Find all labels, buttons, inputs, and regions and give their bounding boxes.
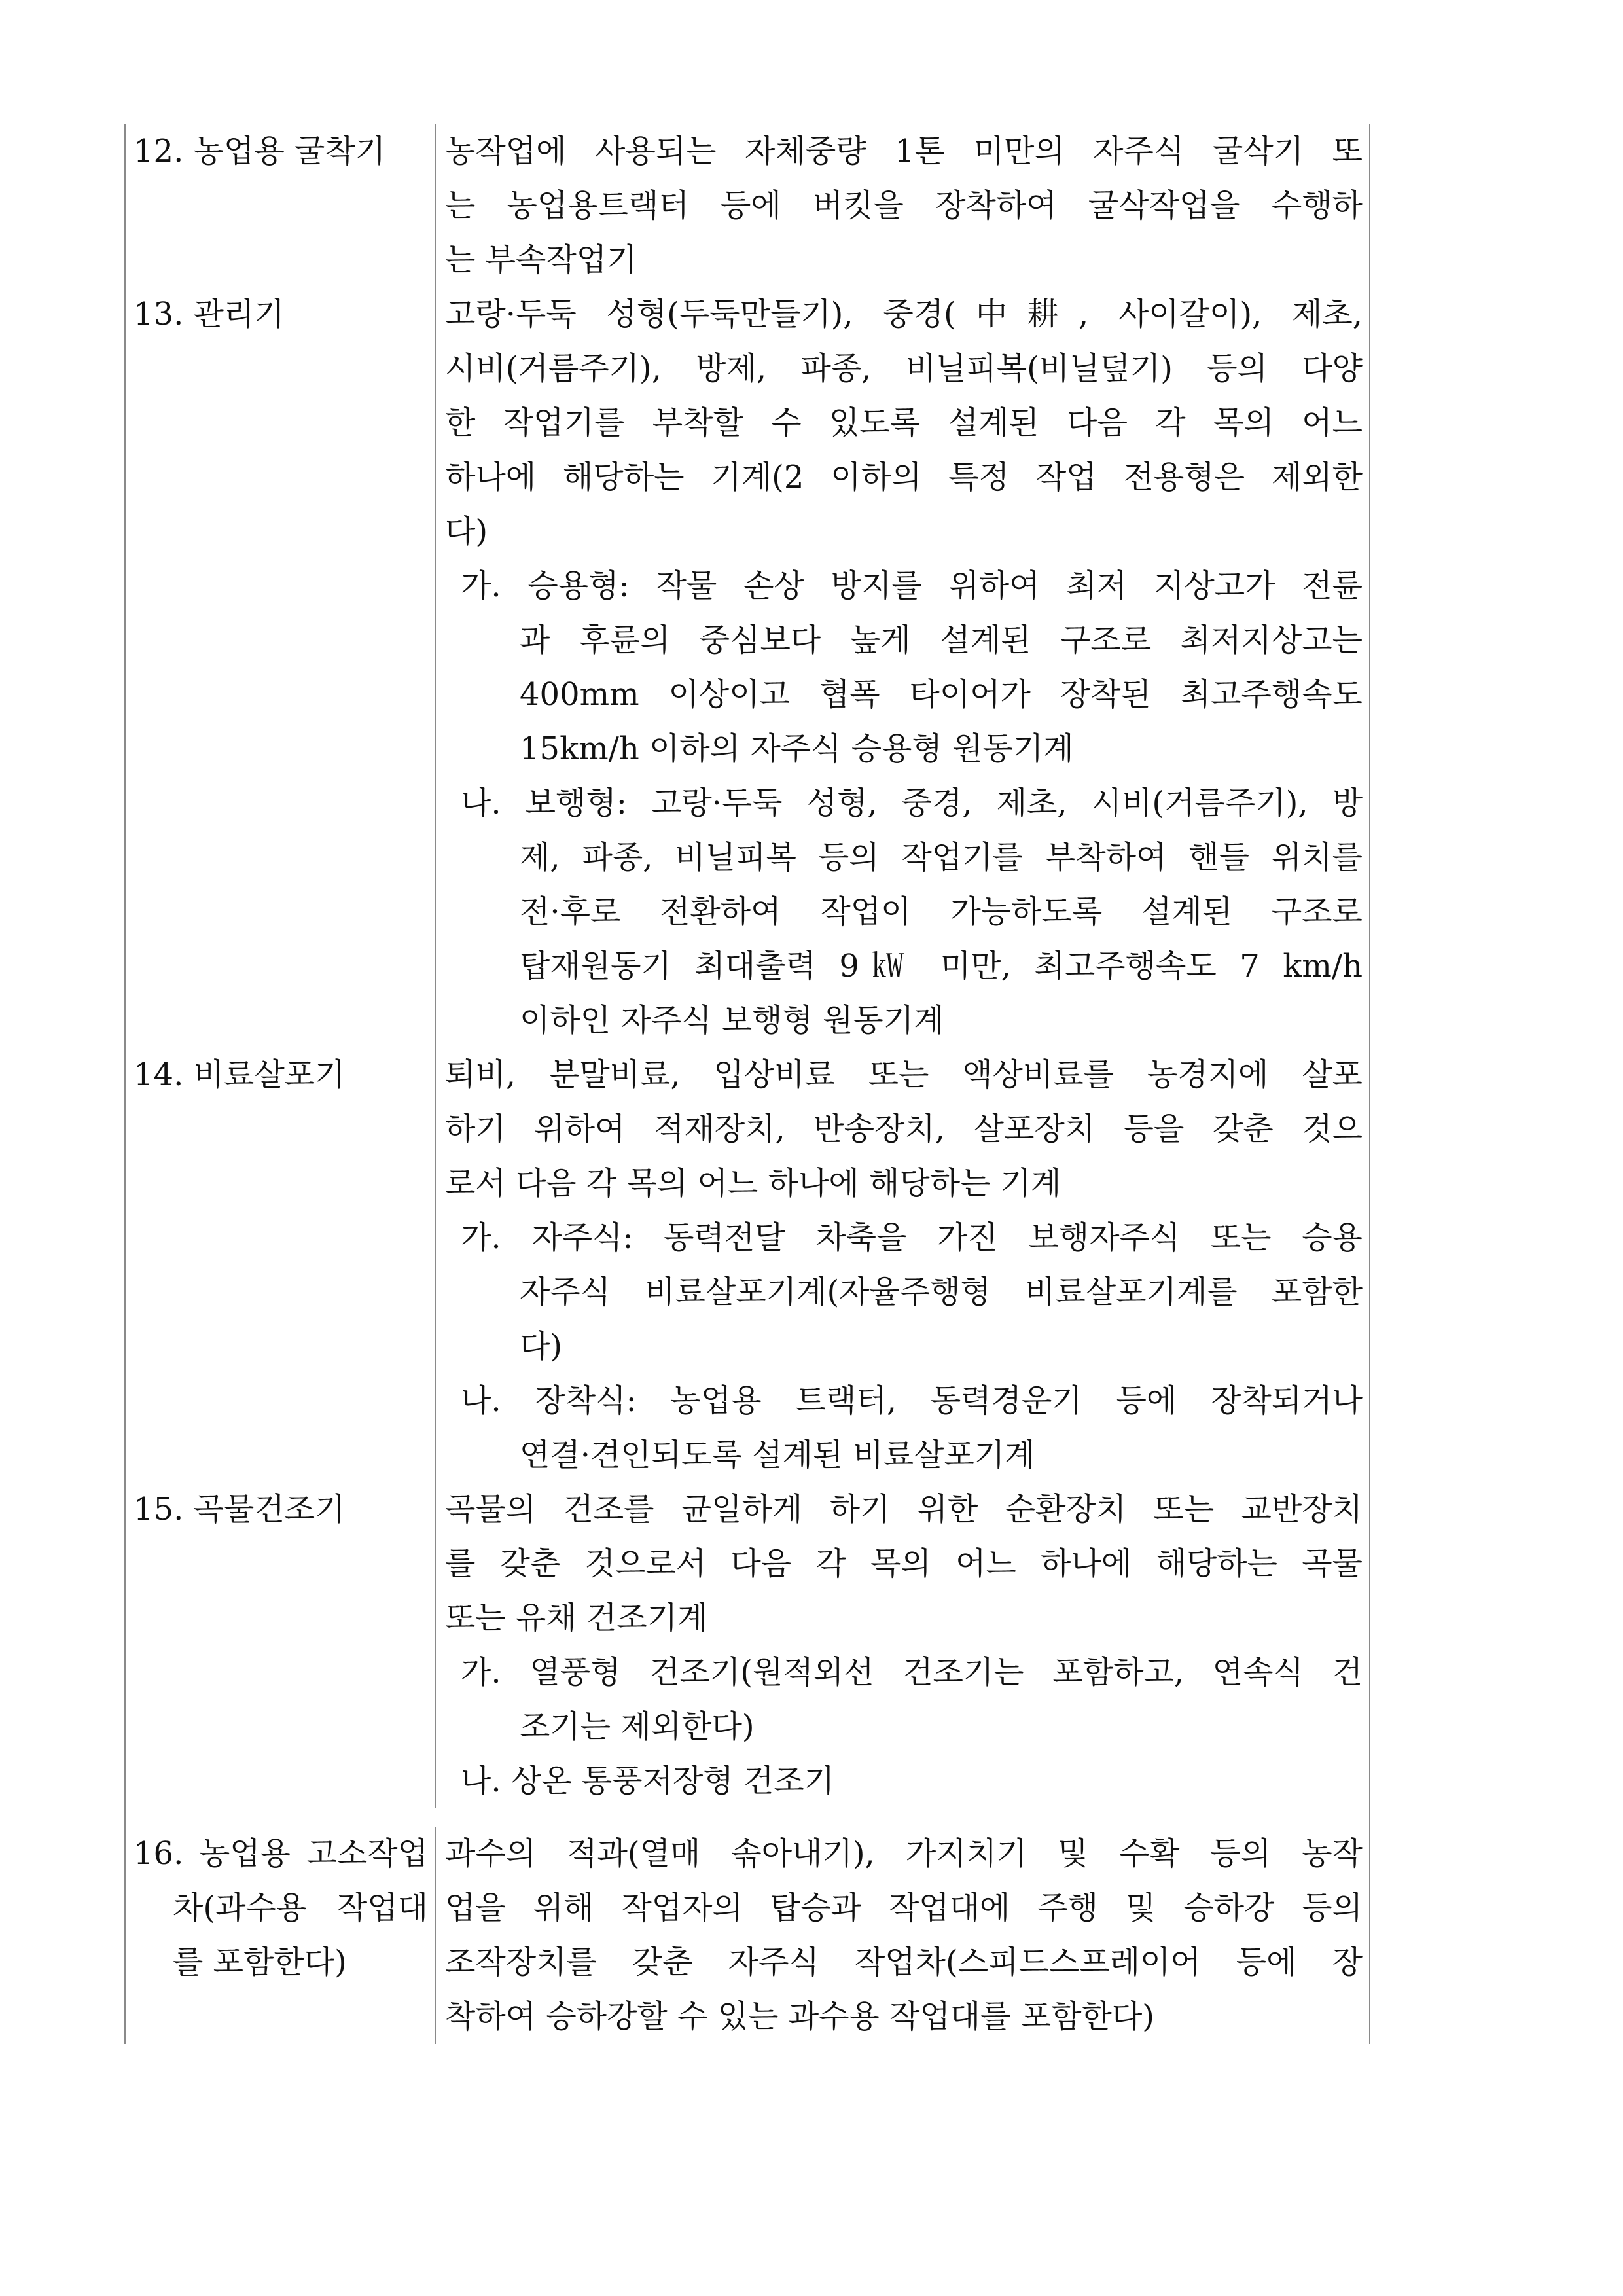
description-line: 착하여 승하강할 수 있는 과수용 작업대를 포함한다) — [445, 1998, 1155, 2035]
description-line: 또는 유채 건조기계 — [445, 1600, 708, 1636]
description-line: 는 농업용트랙터 등에 버킷을 장착하여 굴삭작업을 수행하 — [445, 187, 1363, 224]
term-text: 12. 농업용 굴착기 — [134, 133, 386, 170]
term-text: 16. 농업용 고소작업 — [134, 1835, 428, 1872]
term-text: 13. 관리기 — [134, 296, 285, 332]
table-row — [126, 124, 1369, 287]
sub-item-line: 다) — [520, 1328, 563, 1365]
description-line: 시비(거름주기), 방제, 파종, 비닐피복(비닐덮기) 등의 다양 — [445, 350, 1363, 387]
table-row — [126, 287, 1369, 1048]
sub-item-line: 과 후륜의 중심보다 높게 설계된 구조로 최저지상고는 — [520, 622, 1363, 658]
description-line: 하나에 해당하는 기계(2 이하의 특정 작업 전용형은 제외한 — [445, 459, 1363, 495]
sub-item-line: 나. 장착식: 농업용 트랙터, 동력경운기 등에 장착되거나 — [461, 1382, 1363, 1419]
sub-item-line: 가. 열풍형 건조기(원적외선 건조기는 포함하고, 연속식 건 — [461, 1654, 1363, 1691]
term-cell — [126, 1048, 436, 1482]
description-line: 곡물의 건조를 균일하게 하기 위한 순환장치 또는 교반장치 — [445, 1491, 1363, 1528]
term-cell — [126, 1827, 436, 2044]
term-cell — [126, 287, 436, 1048]
sub-item-line: 15km/h 이하의 자주식 승용형 원동기계 — [520, 730, 1074, 767]
term-cell — [126, 124, 436, 287]
description-line: 고랑·두둑 성형(두둑만들기), 중경(中耕, 사이갈이), 제초, — [445, 296, 1363, 332]
description-cell — [436, 1048, 1369, 1482]
table-row — [126, 1048, 1369, 1482]
sub-item-line: 자주식 비료살포기계(자율주행형 비료살포기계를 포함한 — [520, 1274, 1363, 1310]
table-row — [126, 1827, 1369, 2044]
description-cell — [436, 287, 1369, 1048]
description-line: 를 갖춘 것으로서 다음 각 목의 어느 하나에 해당하는 곡물 — [445, 1545, 1363, 1582]
description-line: 한 작업기를 부착할 수 있도록 설계된 다음 각 목의 어느 — [445, 404, 1363, 441]
description-line: 퇴비, 분말비료, 입상비료 또는 액상비료를 농경지에 살포 — [445, 1056, 1363, 1093]
sub-item-line: 나. 상온 통풍저장형 건조기 — [461, 1763, 835, 1799]
description-line: 업을 위해 작업자의 탑승과 작업대에 주행 및 승하강 등의 — [445, 1890, 1363, 1926]
sub-item-line: 가. 자주식: 동력전달 차축을 가진 보행자주식 또는 승용 — [461, 1219, 1363, 1256]
description-line: 로서 다음 각 목의 어느 하나에 해당하는 기계 — [445, 1165, 1061, 1202]
description-cell — [436, 1482, 1369, 1808]
term-text: 15. 곡물건조기 — [134, 1491, 346, 1528]
sub-item-line: 연결·견인되도록 설계된 비료살포기계 — [520, 1437, 1035, 1473]
description-line: 는 부속작업기 — [445, 242, 637, 278]
description-line: 하기 위하여 적재장치, 반송장치, 살포장치 등을 갖춘 것으 — [445, 1111, 1363, 1147]
description-cell — [436, 124, 1369, 287]
sub-item-line: 400mm 이상이고 협폭 타이어가 장착된 최고주행속도 — [520, 676, 1363, 713]
term-cell — [126, 1482, 436, 1808]
sub-item-line: 나. 보행형: 고랑·두둑 성형, 중경, 제초, 시비(거름주기), 방 — [461, 785, 1363, 821]
sub-item-line: 조기는 제외한다) — [520, 1708, 755, 1745]
sub-item-line: 전·후로 전환하여 작업이 가능하도록 설계된 구조로 — [520, 893, 1363, 930]
term-text: 14. 비료살포기 — [134, 1056, 346, 1093]
term-text: 를 포함한다) — [173, 1944, 347, 1981]
description-line: 조작장치를 갖춘 자주식 작업차(스피드스프레이어 등에 장 — [445, 1944, 1363, 1981]
description-line: 다) — [445, 513, 488, 550]
description-line: 과수의 적과(열매 솎아내기), 가지치기 및 수확 등의 농작 — [445, 1835, 1363, 1872]
sub-item-line: 제, 파종, 비닐피복 등의 작업기를 부착하여 핸들 위치를 — [520, 839, 1363, 876]
sub-item-line: 가. 승용형: 작물 손상 방지를 위하여 최저 지상고가 전륜 — [461, 567, 1363, 604]
description-cell — [436, 1827, 1369, 2044]
term-text: 차(과수용 작업대 — [173, 1890, 428, 1926]
regulation-table — [124, 124, 1370, 2044]
description-line: 농작업에 사용되는 자체중량 1톤 미만의 자주식 굴삭기 또 — [445, 133, 1363, 170]
sub-item-line: 이하인 자주식 보행형 원동기계 — [520, 1002, 944, 1039]
sub-item-line: 탑재원동기 최대출력 9㎾ 미만, 최고주행속도 7 km/h — [520, 948, 1363, 984]
table-row — [126, 1482, 1369, 1827]
